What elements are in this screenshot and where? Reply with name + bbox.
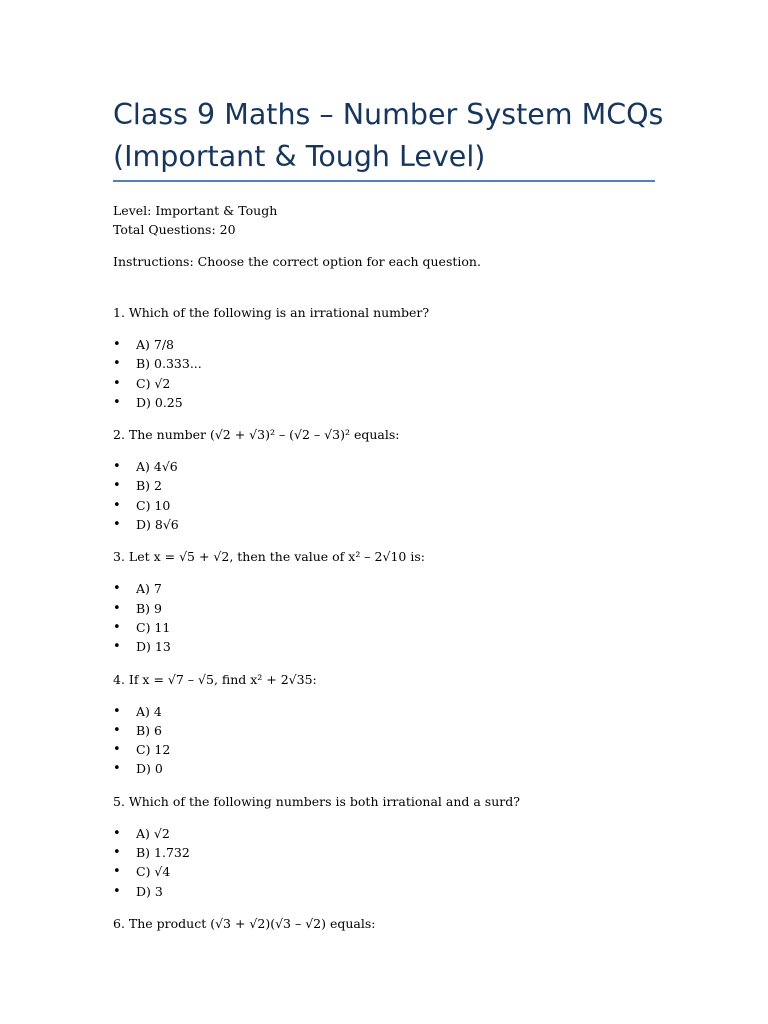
option-item (113, 721, 673, 740)
bullet-icon: • (113, 497, 121, 513)
option-label: C) 12 (136, 742, 171, 758)
bullet-icon: • (113, 825, 121, 841)
question-6: 6. The product (√3 + √2)(√3 – √2) equals: (113, 915, 376, 931)
meta-info (113, 201, 673, 239)
bullet-icon: • (113, 337, 121, 352)
option-label: B) 1.732 (136, 845, 190, 861)
bullet-icon: • (113, 619, 121, 635)
option-label: B) 6 (136, 722, 162, 738)
option-item (113, 740, 673, 759)
option-item (113, 476, 673, 495)
bullet-icon: • (113, 845, 121, 861)
option-item (113, 759, 673, 778)
bullet-icon: • (113, 722, 121, 738)
option-label: A) 7/8 (136, 337, 174, 352)
option-label: A) √2 (136, 825, 170, 841)
option-item (113, 882, 673, 901)
title-line-1: Class 9 Maths – Number System MCQs (113, 98, 664, 131)
document-body (113, 201, 673, 946)
level-text: Level: Important & Tough (113, 203, 278, 218)
option-item (113, 457, 673, 476)
bullet-icon: • (113, 581, 121, 597)
option-label: A) 4√6 (136, 459, 178, 475)
bullet-icon: • (113, 883, 121, 899)
question-3: 3. Let x = √5 + √2, then the value of x² – 2√10 is: (113, 549, 425, 565)
title-divider (113, 180, 655, 182)
option-item (113, 579, 673, 598)
bullet-icon: • (113, 761, 121, 777)
option-item (113, 702, 673, 721)
bullet-icon: • (113, 394, 121, 410)
option-label: D) 0 (136, 761, 163, 777)
option-label: A) 7 (136, 581, 162, 597)
question-4: 4. If x = √7 – √5, find x² + 2√35: (113, 671, 317, 687)
bullet-icon: • (113, 600, 121, 616)
option-label: D) 8√6 (136, 517, 179, 533)
option-label: D) 13 (136, 639, 171, 655)
option-item (113, 393, 673, 412)
option-item (113, 637, 673, 656)
question-5: 5. Which of the following numbers is both irrational and a surd? (113, 793, 520, 809)
question-1-options (113, 335, 673, 412)
bullet-icon: • (113, 375, 121, 391)
question-2-options (113, 457, 673, 534)
option-label: B) 9 (136, 600, 162, 616)
option-item (113, 618, 673, 637)
option-item (113, 515, 673, 534)
bullet-icon: • (113, 356, 121, 372)
question-2: 2. The number (√2 + √3)² – (√2 – √3)² equals: (113, 427, 400, 443)
option-item (113, 354, 673, 373)
option-label: C) 10 (136, 497, 171, 513)
question-5-options (113, 824, 673, 901)
option-label: C) √2 (136, 375, 171, 391)
question-4-options (113, 702, 673, 779)
option-item (113, 824, 673, 843)
option-item (113, 496, 673, 515)
bullet-icon: • (113, 639, 121, 655)
question-3-options (113, 579, 673, 656)
option-label: A) 4 (136, 703, 162, 719)
option-label: C) √4 (136, 864, 171, 880)
option-label: B) 0.333... (136, 356, 202, 372)
question-1: 1. Which of the following is an irrational number? (113, 305, 430, 320)
bullet-icon: • (113, 703, 121, 719)
option-label: D) 0.25 (136, 394, 183, 410)
option-item (113, 335, 673, 354)
option-item (113, 374, 673, 393)
bullet-icon: • (113, 864, 121, 880)
bullet-icon: • (113, 517, 121, 533)
instructions-text: Instructions: Choose the correct option for each question. (113, 254, 481, 269)
bullet-icon: • (113, 459, 121, 475)
option-label: C) 11 (136, 619, 171, 635)
option-item (113, 862, 673, 881)
option-label: B) 2 (136, 478, 162, 494)
bullet-icon: • (113, 742, 121, 758)
bullet-icon: • (113, 478, 121, 494)
title-line-2: (Important & Tough Level) (113, 140, 486, 173)
option-item (113, 599, 673, 618)
option-item (113, 843, 673, 862)
page-title (113, 94, 673, 178)
option-label: D) 3 (136, 883, 163, 899)
total-questions-text: Total Questions: 20 (113, 222, 236, 237)
